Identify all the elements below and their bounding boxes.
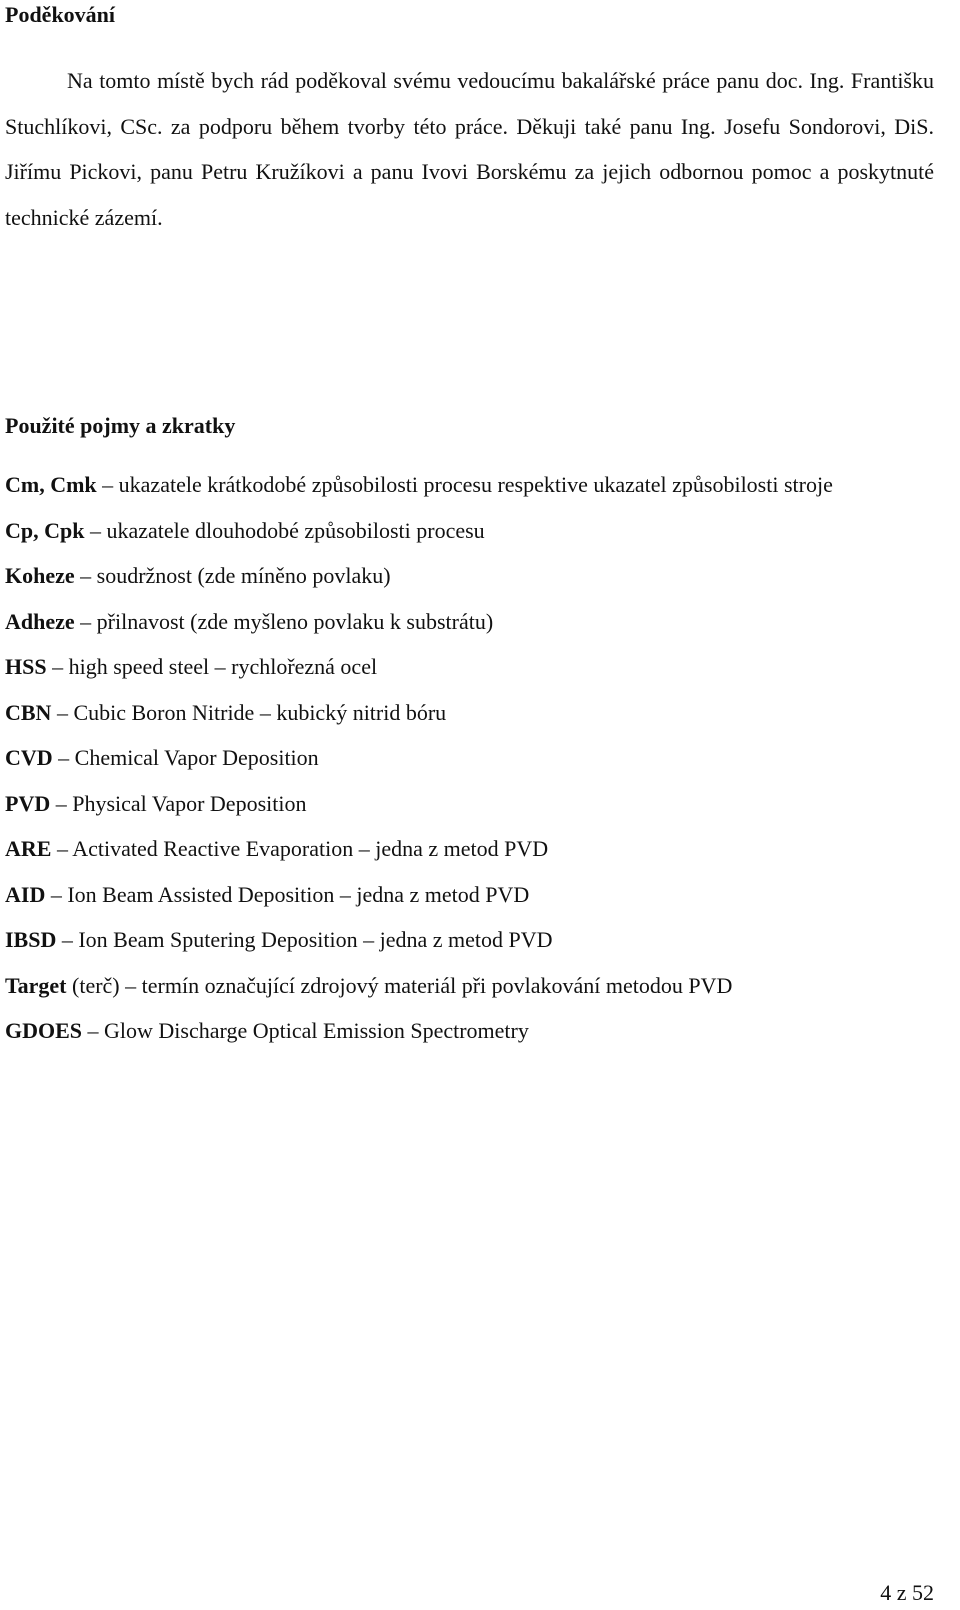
abbreviation-definition: – Ion Beam Assisted Deposition – jedna z metod PVD: [45, 881, 530, 907]
abbreviation-term: IBSD: [5, 927, 57, 952]
abbreviation-term: Cm, Cmk: [5, 472, 97, 497]
abbreviations-list: [5, 462, 940, 1054]
abbreviation-term: ARE: [5, 836, 52, 861]
abbreviation-definition: – Chemical Vapor Deposition: [52, 745, 319, 770]
abbreviation-definition: – Activated Reactive Evaporation – jedna z metod PVD: [51, 836, 549, 861]
abbreviation-item: [5, 644, 940, 690]
acknowledgement-paragraph: Na tomto místě bych rád poděkoval svému vedoucímu bakalářské práce panu doc. Ing. Františku Stuchlíkovi, CSc. za podporu během tvorby této práce. Děkuji také panu Ing. Josefu Sondorovi, DiS. Jiřímu Pickovi, panu Petru Kružíkovi a panu Ivovi Borskému za jejich odbornou pomoc a poskytnuté technické zázemí.: [5, 68, 934, 230]
abbreviation-term: Target: [5, 972, 67, 998]
abbreviation-item: [5, 599, 940, 645]
abbreviation-term: HSS: [5, 654, 47, 679]
abbreviation-definition: – high speed steel – rychlořezná ocel: [46, 654, 378, 679]
acknowledgement-heading: Poděkování: [5, 2, 116, 27]
abbreviation-item: [5, 781, 940, 827]
abbreviation-definition: – Physical Vapor Deposition: [50, 790, 307, 816]
abbreviation-term: PVD: [5, 790, 51, 816]
abbreviation-definition: – Ion Beam Sputering Deposition – jedna z metod PVD: [56, 927, 553, 952]
abbreviation-definition: (terč) – termín označující zdrojový materiál při povlakování metodou PVD: [66, 972, 733, 998]
abbreviation-item: [5, 826, 940, 872]
abbreviation-term: AID: [5, 881, 46, 907]
abbreviation-item: [5, 917, 940, 963]
abbreviation-term: Cp, Cpk: [5, 517, 85, 543]
abbreviation-term: CBN: [5, 699, 52, 725]
page-number: 4 z 52: [880, 1580, 934, 1605]
abbreviations-heading: Použité pojmy a zkratky: [5, 413, 236, 438]
abbreviation-item: [5, 553, 940, 599]
abbreviation-item: [5, 735, 940, 781]
abbreviation-item: [5, 462, 940, 508]
abbreviation-item: [5, 872, 940, 918]
abbreviation-term: Koheze: [5, 563, 75, 588]
abbreviation-term: CVD: [5, 745, 53, 770]
abbreviation-definition: – ukazatele krátkodobé způsobilosti procesu respektive ukazatel způsobilosti stroje: [96, 472, 833, 497]
abbreviation-item: [5, 508, 940, 554]
abbreviation-definition: – ukazatele dlouhodobé způsobilosti procesu: [84, 517, 485, 543]
abbreviation-item: [5, 1008, 940, 1054]
abbreviation-item: [5, 690, 940, 736]
abbreviation-definition: – Cubic Boron Nitride – kubický nitrid bóru: [51, 699, 447, 725]
abbreviation-definition: – Glow Discharge Optical Emission Spectrometry: [82, 1018, 529, 1043]
abbreviation-term: Adheze: [5, 608, 75, 634]
abbreviation-item: [5, 963, 940, 1009]
abbreviation-term: GDOES: [5, 1018, 83, 1043]
abbreviation-definition: – přilnavost (zde myšleno povlaku k substrátu): [74, 608, 494, 634]
abbreviation-definition: – soudržnost (zde míněno povlaku): [74, 563, 391, 588]
